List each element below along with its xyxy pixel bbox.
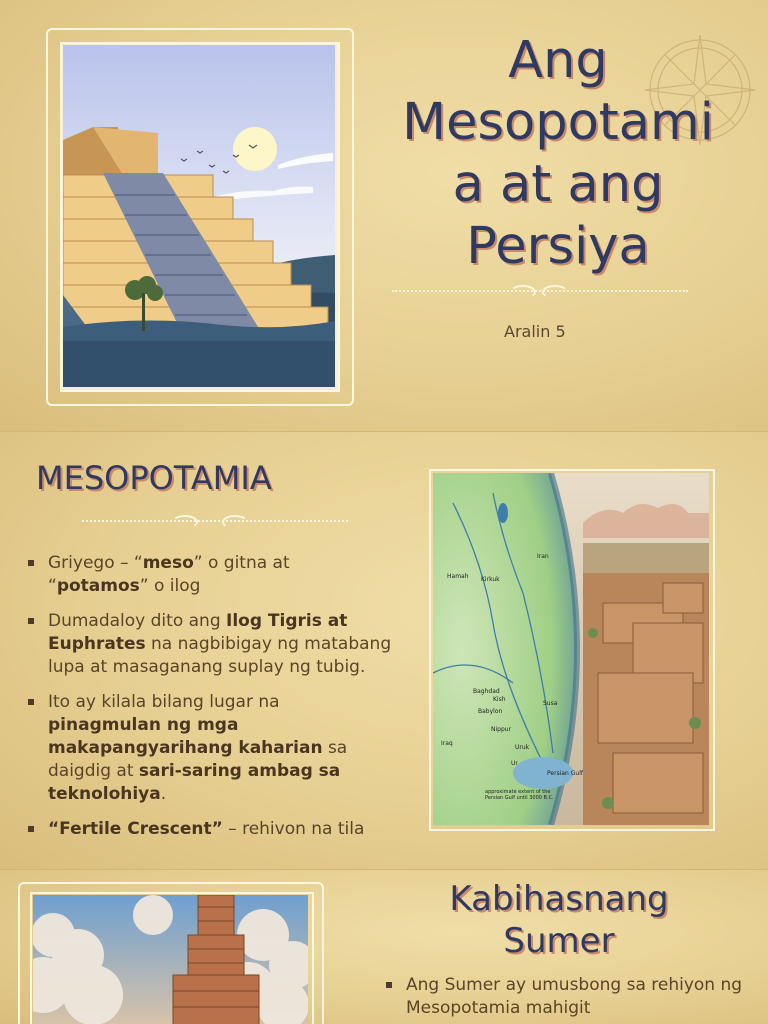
map-label-iran: Iran: [537, 553, 549, 560]
map-label-hamah: Hamah: [447, 573, 469, 580]
bullet-emphasis: meso: [142, 553, 194, 573]
map-label-kish: Kish: [493, 696, 506, 703]
bullet-text: Ito ay kilala bilang lugar na: [48, 692, 280, 712]
map-label-susa: Susa: [543, 700, 558, 707]
map-label-kirkuk: Kirkuk: [481, 576, 500, 583]
bullet-item: [382, 974, 752, 1020]
bullet-text: Ang Sumer ay umusbong sa rehiyon ng Mesopotamia mahigit: [406, 975, 743, 1018]
title-flourish: [392, 290, 688, 294]
bullet-text: Dumadaloy dito ang: [48, 611, 227, 631]
map-label-ur: Ur: [511, 760, 518, 767]
map-label-uruk: Uruk: [515, 744, 530, 751]
slide-sumer: [0, 870, 768, 1024]
sumer-bullets: [382, 974, 752, 1024]
pyramid-illustration: [63, 45, 335, 387]
bullet-text: sa daigdig at: [48, 738, 348, 781]
bullet-text: ” o gitna at “: [48, 553, 290, 596]
ziggurat-clouds: [33, 895, 308, 1024]
bullet-text: – rehivon na tila: [222, 819, 365, 839]
bullet-emphasis: sari-saring ambag sa teknolohiya: [48, 761, 341, 804]
bullet-emphasis: Ilog Tigris at Euphrates: [48, 611, 348, 654]
bullet-emphasis: potamos: [56, 576, 140, 596]
map-label-nippur: Nippur: [491, 726, 512, 733]
mesopotamia-map-ziggurat: [433, 473, 709, 825]
mesopotamia-bullets: [24, 552, 394, 853]
mesopotamia-heading: MESOPOTAMIA: [36, 459, 272, 497]
map-label-iraq: Iraq: [441, 740, 453, 747]
bullet-item: [24, 610, 394, 679]
bullet-item: [24, 691, 394, 806]
slide-title-text: Ang Mesopotami a at ang Persiya: [402, 31, 714, 276]
bullet-item: [24, 552, 394, 598]
slide-mesopotamia: [0, 432, 768, 870]
bullet-text: .: [160, 784, 167, 804]
map-label-babylon: Babylon: [478, 708, 503, 715]
slide-title: [0, 0, 768, 432]
map-caption: approximate extent of the Persian Gulf until 3000 B.C.: [485, 789, 554, 801]
bullet-text: na nagbibigay ng matabang lupa at masaganang suplay ng tubig.: [48, 634, 392, 677]
bullet-text: ” o ilog: [139, 576, 201, 596]
sumer-heading: Kabihasnang Sumer: [449, 879, 669, 961]
bullet-emphasis: pinagmulan ng mga makapangyarihang kaharian: [48, 715, 323, 758]
bullet-emphasis: “Fertile Crescent”: [48, 819, 223, 839]
slide-subtitle: Aralin 5: [504, 322, 566, 341]
map-label-persian-gulf: Persian Gulf: [547, 770, 583, 777]
heading-flourish: [82, 520, 348, 524]
map-label-baghdad: Baghdad: [473, 688, 500, 695]
bullet-text: Griyego – “: [48, 553, 143, 573]
bullet-item: [24, 818, 394, 841]
